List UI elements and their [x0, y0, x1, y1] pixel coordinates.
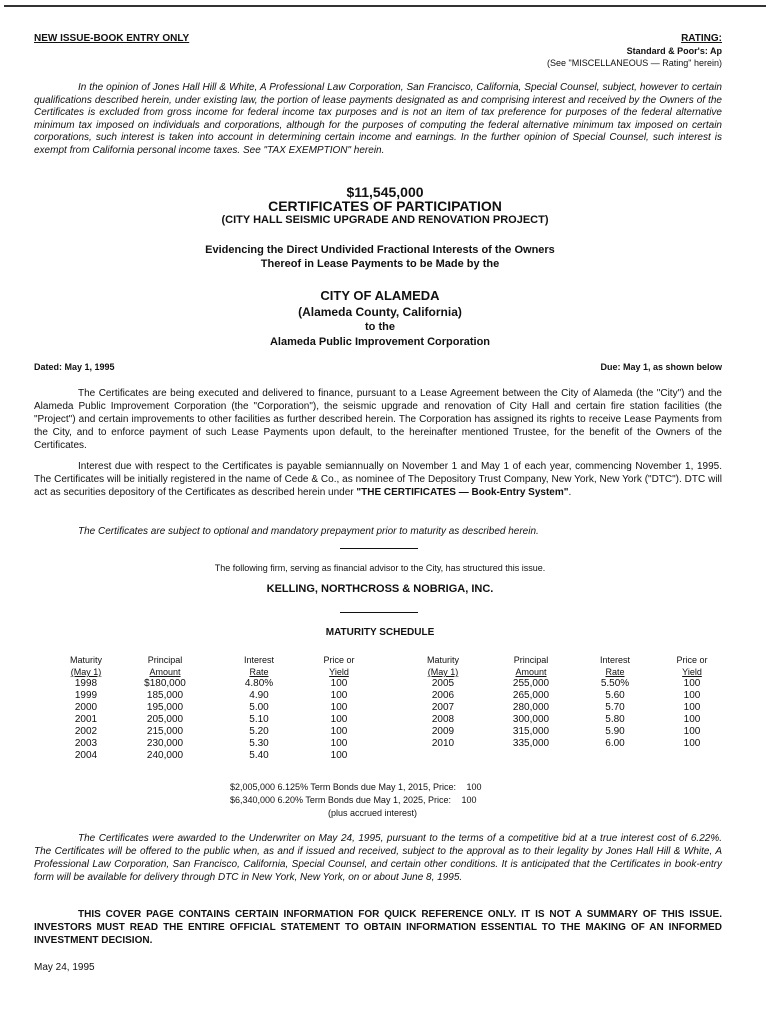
principal-amount: $180,000: [144, 678, 186, 689]
maturity-row: [402, 714, 732, 726]
header-price: Price or: [323, 655, 355, 665]
header-principal: Principal: [147, 655, 183, 665]
interest-rate: 5.90: [605, 726, 625, 737]
principal-amount: 255,000: [512, 678, 550, 689]
maturity-year: 2001: [74, 714, 98, 725]
maturity-year: 2002: [74, 726, 98, 737]
term-bond-2015-price: 100: [466, 782, 482, 792]
maturity-row: [402, 726, 732, 738]
interest-rate: 4.90: [249, 690, 269, 701]
maturity-year: 1998: [74, 678, 98, 689]
principal-amount: 280,000: [512, 702, 550, 713]
interest-rate: 5.70: [605, 702, 625, 713]
award-paragraph: The Certificates were awarded to the Underwriter on May 24, 1995, pursuant to the terms of a competitive bid at a true interest cost of 6.22%. The Certificates will be offered to the public when, as and if issued and received, subject to the approval as to their legality by Jones Hall Hill & White, A Professional Law Corporation, San Francisco, California, Special Counsel, and certain other conditions. It is anticipated that the Certificates in book-entry form will be available for delivery through DTC in New York, New York, on or about June 8, 1995.: [34, 833, 722, 883]
term-bond-2015: [230, 782, 482, 792]
maturity-row: [58, 750, 376, 762]
header-yield: Yield: [682, 667, 702, 677]
interest-rate: 5.80: [605, 714, 625, 725]
principal-amount: 195,000: [146, 702, 184, 713]
header-interest: Interest: [243, 655, 274, 665]
maturity-year: 2003: [74, 738, 98, 749]
rating-value: Standard & Poor's: Ap: [626, 46, 722, 56]
price-yield: 100: [330, 702, 348, 713]
term-bond-2015-text: $2,005,000 6.125% Term Bonds due May 1, 2015, Price:: [230, 782, 456, 792]
price-yield: 100: [330, 690, 348, 701]
to-the: to the: [365, 321, 395, 333]
project-name: (CITY HALL SEISMIC UPGRADE AND RENOVATION PROJECT): [221, 214, 549, 226]
interest-rate: 5.00: [249, 702, 269, 713]
evidencing-line-1: Evidencing the Direct Undivided Fractional Interests of the Owners: [205, 244, 555, 256]
dated-date: Dated: May 1, 1995: [34, 362, 115, 372]
header-maturity: Maturity: [426, 655, 459, 665]
principal-amount: 230,000: [146, 738, 184, 749]
interest-rate: 5.10: [249, 714, 269, 725]
maturity-row: [58, 714, 376, 726]
price-yield: 100: [683, 738, 701, 749]
price-yield: 100: [330, 738, 348, 749]
maturity-row: [58, 702, 376, 714]
interest-rate: 5.20: [249, 726, 269, 737]
maturity-row: [58, 738, 376, 750]
principal-amount: 215,000: [146, 726, 184, 737]
header-amount: Amount: [149, 667, 181, 677]
city-name: CITY OF ALAMEDA: [320, 288, 440, 303]
interest-rate: 5.30: [249, 738, 269, 749]
maturity-year: 2004: [74, 750, 98, 761]
footer-date: May 24, 1995: [34, 962, 95, 973]
header-may1: (May 1): [427, 667, 459, 677]
advisor-firm: KELLING, NORTHCROSS & NOBRIGA, INC.: [266, 583, 494, 595]
interest-paragraph-end: .: [568, 487, 572, 498]
header-yield: Yield: [329, 667, 349, 677]
principal-amount: 335,000: [512, 738, 550, 749]
term-bond-2025-price: 100: [461, 795, 477, 805]
header-maturity: Maturity: [69, 655, 102, 665]
header-may1: (May 1): [70, 667, 102, 677]
maturity-row: [402, 738, 732, 750]
corporation-name: Alameda Public Improvement Corporation: [269, 336, 491, 348]
price-yield: 100: [683, 678, 701, 689]
header-rate: Rate: [605, 667, 625, 677]
maturity-year: 2006: [431, 690, 455, 701]
price-yield: 100: [683, 714, 701, 725]
price-yield: 100: [330, 726, 348, 737]
term-bond-2025-text: $6,340,000 6.20% Term Bonds due May 1, 2025, Price:: [230, 795, 451, 805]
price-yield: 100: [683, 690, 701, 701]
maturity-table-left: [58, 654, 376, 762]
maturity-row: [58, 690, 376, 702]
header-price: Price or: [676, 655, 708, 665]
maturity-table-right-grid: [402, 654, 732, 750]
maturity-year: 1999: [74, 690, 98, 701]
maturity-table-right: [402, 654, 732, 750]
principal-amount: 205,000: [146, 714, 184, 725]
interest-rate: 4.80%: [244, 678, 274, 689]
interest-rate: 5.50%: [600, 678, 630, 689]
maturity-row: [58, 678, 376, 690]
top-rule: [4, 5, 766, 7]
maturity-year: 2010: [431, 738, 455, 749]
price-yield: 100: [330, 678, 348, 689]
advisor-statement: The following firm, serving as financial advisor to the City, has structured this issue.: [214, 563, 546, 573]
interest-paragraph-text: Interest due with respect to the Certificates is payable semiannually on November 1 and May 1 of each year, commencing November 1, 1995. The Certificates will be initially registered in the name of Cede & Co., as nominee of The Depository Trust Company, New York, New York ("DTC"). DTC will act as securities depository of the Certificates as described herein under: [34, 461, 722, 498]
maturity-row: [58, 726, 376, 738]
header-interest: Interest: [599, 655, 630, 665]
price-yield: 100: [330, 714, 348, 725]
maturity-year: 2007: [431, 702, 455, 713]
divider-2: [340, 612, 418, 613]
maturity-year: 2009: [431, 726, 455, 737]
principal-amount: 240,000: [146, 750, 184, 761]
due-date: Due: May 1, as shown below: [600, 362, 722, 372]
header-rate: Rate: [249, 667, 269, 677]
maturity-row: [402, 690, 732, 702]
accrued-interest-note: (plus accrued interest): [328, 808, 418, 818]
term-bond-2025: [230, 795, 477, 805]
header-amount: Amount: [515, 667, 547, 677]
maturity-year: 2005: [431, 678, 455, 689]
principal-amount: 300,000: [512, 714, 550, 725]
certificates-paragraph: The Certificates are being executed and delivered to finance, pursuant to a Lease Agreement between the City of Alameda (the "City") and the Alameda Public Improvement Corporation (the "Corporation"), the seismic upgrade and renovation of City Hall and certain fire station facilities (the "Project") and certain improvements to other facilities as further described herein. The Corporation has assigned its rights to receive Lease Payments from the City, and to enforce payment of such Lease Payments upon default, to the hereinafter mentioned Trustee, for the benefit of the Owners of the Certificates.: [34, 388, 722, 451]
issue-name: CERTIFICATES OF PARTICIPATION: [268, 198, 502, 214]
new-issue-label: NEW ISSUE-BOOK ENTRY ONLY: [34, 33, 190, 44]
book-entry-reference: "THE CERTIFICATES — Book-Entry System": [356, 487, 569, 498]
issue-amount: $11,545,000: [346, 184, 424, 200]
interest-rate: 5.60: [605, 690, 625, 701]
rating-label: RATING:: [681, 33, 722, 44]
prepayment-paragraph: The Certificates are subject to optional and mandatory prepayment prior to maturity as described herein.: [78, 526, 539, 537]
county-name: (Alameda County, California): [298, 305, 462, 319]
principal-amount: 185,000: [146, 690, 184, 701]
maturity-row: [402, 678, 732, 690]
maturity-heading: MATURITY SCHEDULE: [325, 627, 435, 638]
price-yield: 100: [683, 702, 701, 713]
tax-opinion-paragraph: In the opinion of Jones Hall Hill & White, A Professional Law Corporation, San Francisco, California, Special Counsel, subject, however to certain qualifications described herein, under existing law, the portion of lease payments designated as and comprising interest and received by the Owners of the Certificates is excluded from gross income for federal income tax purposes and is not an item of tax preference for purposes of the federal alternative minimum tax imposed on individuals and corporations, although for the purposes of computing the federal alternative minimum tax imposed on certain corporations, such interest is taken into account in determining certain income and earnings. In the further opinion of Special Counsel, such interest is exempt from California personal income taxes. See "TAX EXEMPTION" herein.: [34, 82, 722, 156]
maturity-row: [402, 702, 732, 714]
interest-paragraph: [34, 460, 722, 499]
cover-page-notice: THIS COVER PAGE CONTAINS CERTAIN INFORMATION FOR QUICK REFERENCE ONLY. IT IS NOT A SUMMARY OF THIS ISSUE. INVESTORS MUST READ THE ENTIRE OFFICIAL STATEMENT TO OBTAIN INFORMATION ESSENTIAL TO THE MAKING OF AN INFORMED INVESTMENT DECISION.: [34, 909, 722, 946]
maturity-table-left-grid: [58, 654, 376, 762]
header-principal: Principal: [513, 655, 549, 665]
principal-amount: 265,000: [512, 690, 550, 701]
price-yield: 100: [683, 726, 701, 737]
maturity-year: 2000: [74, 702, 98, 713]
divider-1: [340, 548, 418, 549]
evidencing-line-2: Thereof in Lease Payments to be Made by the: [260, 258, 500, 270]
maturity-year: 2008: [431, 714, 455, 725]
interest-rate: 5.40: [249, 750, 269, 761]
interest-rate: 6.00: [605, 738, 625, 749]
rating-note: (See "MISCELLANEOUS — Rating" herein): [547, 58, 722, 68]
principal-amount: 315,000: [512, 726, 550, 737]
price-yield: 100: [330, 750, 348, 761]
